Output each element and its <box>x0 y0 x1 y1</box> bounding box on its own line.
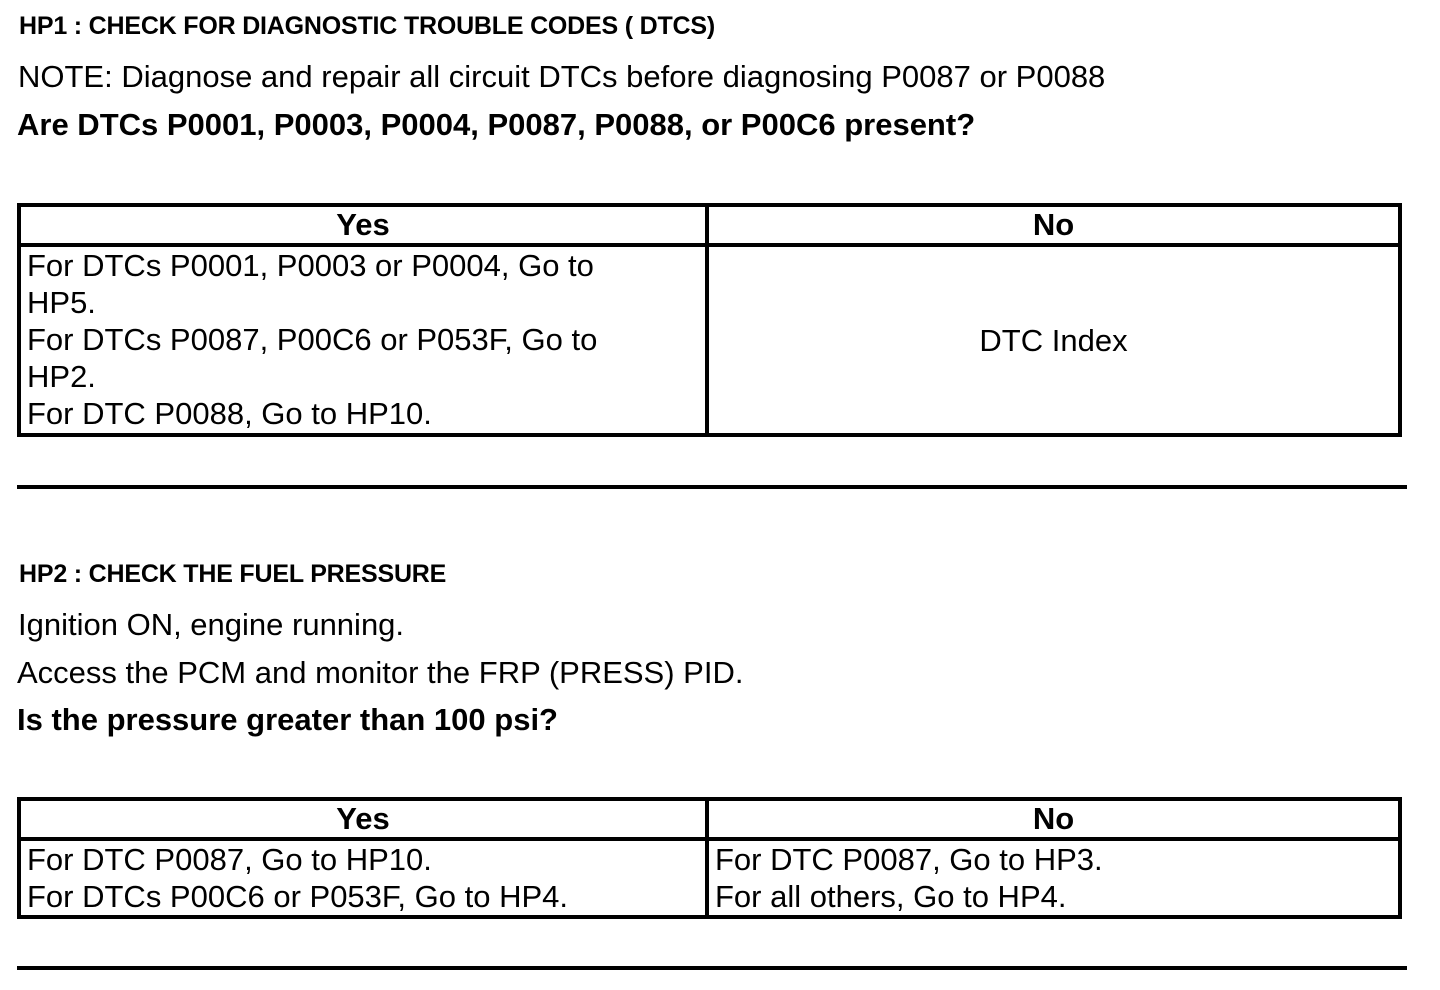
step-title-hp2: HP2 : CHECK THE FUEL PRESSURE <box>19 560 447 588</box>
yes-line: For DTCs P0001, P0003 or P0004, Go to <box>27 248 594 283</box>
dtc-index-text: DTC Index <box>979 322 1128 358</box>
yes-line: For DTCs P00C6 or P053F, Go to HP4. <box>27 879 568 914</box>
yes-no-table-hp1 <box>17 203 1402 437</box>
yes-header: Yes <box>19 799 707 839</box>
yes-cell-hp1 <box>19 245 707 435</box>
instruction-line: Access the PCM and monitor the FRP (PRESS) PID. <box>17 655 744 690</box>
no-header: No <box>707 205 1400 245</box>
yes-line: HP2. <box>27 359 96 394</box>
question-hp1: Are DTCs P0001, P0003, P0004, P0087, P0088, or P00C6 present? <box>17 107 976 142</box>
yes-line: For DTCs P0087, P00C6 or P053F, Go to <box>27 322 598 357</box>
yes-header: Yes <box>19 205 707 245</box>
yes-cell-hp2 <box>19 839 707 917</box>
yes-no-table-hp2 <box>17 797 1402 919</box>
instruction-line: Ignition ON, engine running. <box>18 607 405 642</box>
question-hp2: Is the pressure greater than 100 psi? <box>17 702 558 737</box>
yes-line: For DTC P0088, Go to HP10. <box>27 396 432 431</box>
no-cell-hp2 <box>707 839 1400 917</box>
section-divider <box>17 485 1407 489</box>
no-line: For all others, Go to HP4. <box>715 879 1067 914</box>
note-line: NOTE: Diagnose and repair all circuit DTCs before diagnosing P0087 or P0088 <box>18 59 1106 94</box>
yes-line: For DTC P0087, Go to HP10. <box>27 842 432 877</box>
no-header: No <box>707 799 1400 839</box>
yes-line: HP5. <box>27 285 96 320</box>
section-divider <box>17 966 1407 970</box>
no-line: For DTC P0087, Go to HP3. <box>715 842 1103 877</box>
no-cell-hp1 <box>707 245 1400 435</box>
step-title-hp1: HP1 : CHECK FOR DIAGNOSTIC TROUBLE CODES ( DTCS) <box>19 12 715 40</box>
